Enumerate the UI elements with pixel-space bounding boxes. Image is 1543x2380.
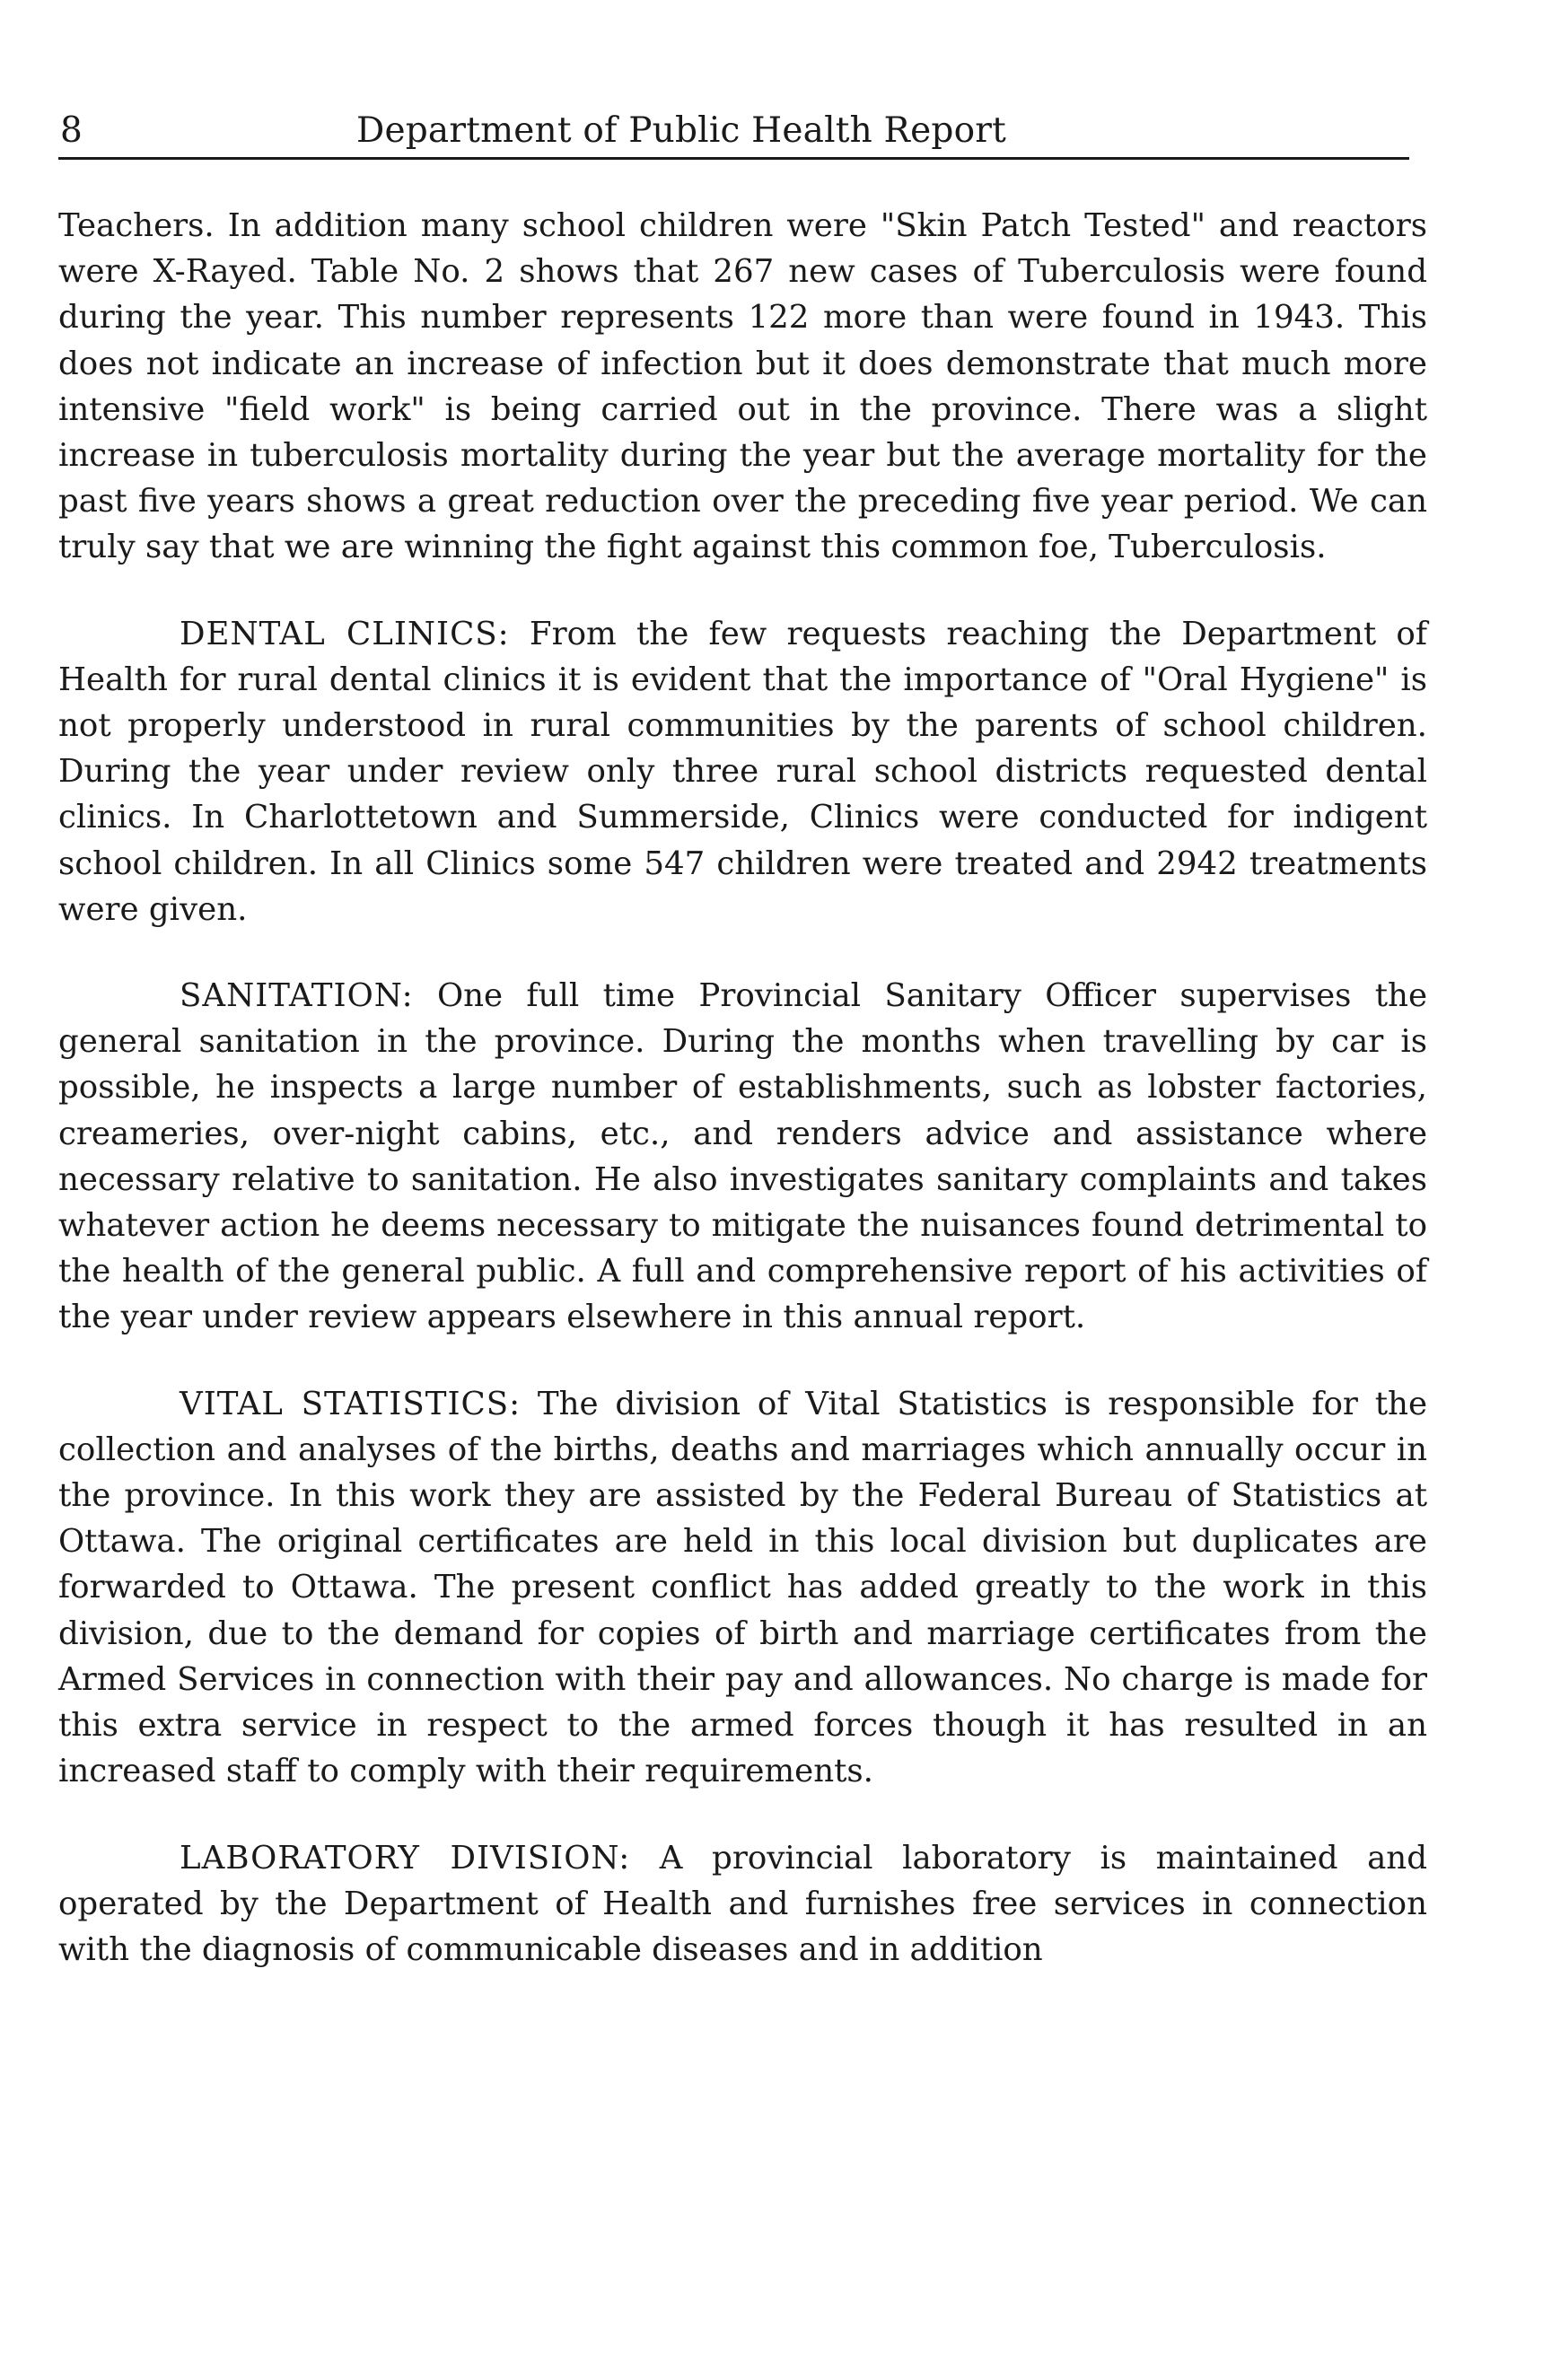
section-heading: SANITATION: — [180, 977, 414, 1015]
section-heading: LABORATORY DIVISION: — [180, 1839, 631, 1877]
vital-statistics-paragraph — [58, 1381, 1427, 1795]
laboratory-division-section — [58, 1835, 1427, 1973]
sanitation-paragraph — [58, 973, 1427, 1341]
section-heading: VITAL STATISTICS: — [180, 1385, 522, 1422]
running-head-title: Department of Public Health Report — [356, 110, 1006, 151]
section-body: From the few requests reaching the Department of Health for rural dental clinics it is evident that the importance of "Oral Hygiene" is not properly understood in rural communities by the parents of school children. During the year under review only three rural school districts requested dental clinics. In Charlottetown and Summerside, Clinics were conducted for indigent school children. In all Clinics some 547 children were treated and 2942 treatments were given. — [58, 615, 1427, 928]
page-header — [58, 85, 1409, 160]
laboratory-division-paragraph — [58, 1835, 1427, 1973]
page-number: 8 — [60, 110, 83, 151]
tuberculosis-paragraph: Teachers. In addition many school children were "Skin Patch Tested" and reactors were X-Rayed. Table No. 2 shows that 267 new cases of Tuberculosis were found during the year. This number represents 122 more than were found in 1943. This does not indicate an increase of infection but it does demonstrate that much more intensive "field work" is being carried out in the province. There was a slight increase in tuberculosis mortality during the year but the average mortality for the past five years shows a great reduction over the preceding five year period. We can truly say that we are winning the fight against this common foe, Tuberculosis. — [58, 207, 1427, 566]
tuberculosis-section — [58, 203, 1427, 571]
dental-clinics-section — [58, 611, 1427, 932]
dental-clinics-paragraph — [58, 611, 1427, 932]
report-page — [58, 85, 1427, 2013]
section-body: A provincial laboratory is maintained and operated by the Department of Health and furnishes free services in connection with the diagnosis of communicable diseases and in addition — [58, 1839, 1427, 1968]
sanitation-section — [58, 973, 1427, 1341]
section-body: The division of Vital Statistics is responsible for the collection and analyses of the births, deaths and marriages which annually occur in the province. In this work they are assisted by the Federal Bureau of Statistics at Ottawa. The original certificates are held in this local division but duplicates are forwarded to Ottawa. The present conflict has added greatly to the work in this division, due to the demand for copies of birth and marriage certificates from the Armed Services in connection with their pay and allowances. No charge is made for this extra service in respect to the armed forces though it has resulted in an increased staff to comply with their requirements. — [58, 1385, 1428, 1790]
section-body: One full time Provincial Sanitary Officer supervises the general sanitation in the province. During the months when travelling by car is possible, he inspects a large number of establishments, such as lobster factories, creameries, over-night cabins, etc., and renders advice and assistance where necessary relative to sanitation. He also investigates sanitary complaints and takes whatever action he deems necessary to mitigate the nuisances found detrimental to the health of the general public. A full and comprehensive report of his activities of the year under review appears elsewhere in this annual report. — [58, 977, 1428, 1336]
section-heading: DENTAL CLINICS: — [180, 615, 510, 652]
vital-statistics-section — [58, 1381, 1427, 1795]
